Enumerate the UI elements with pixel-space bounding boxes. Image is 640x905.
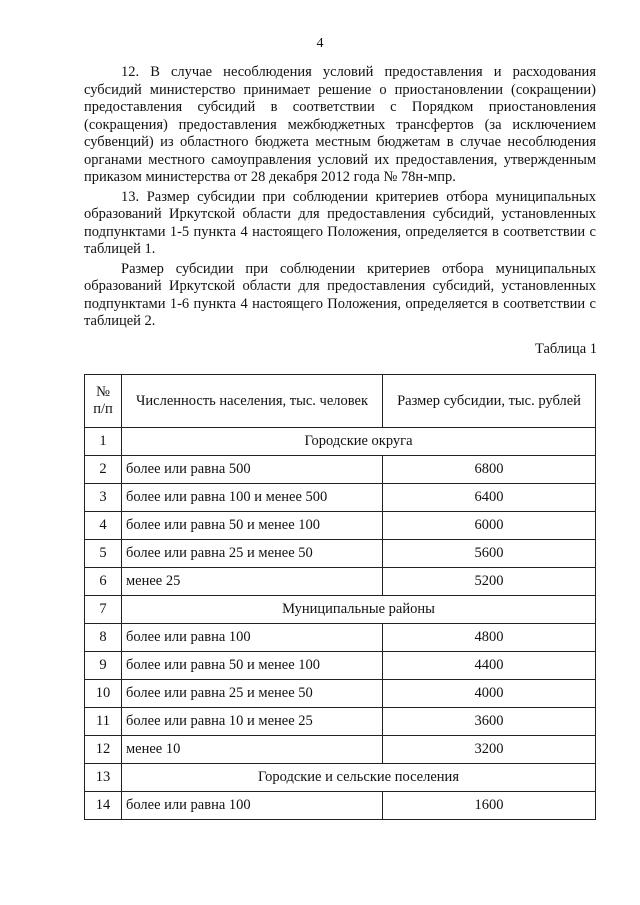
row-number: 11 [85, 708, 122, 736]
page-number: 4 [316, 36, 324, 51]
row-number: 3 [85, 484, 122, 512]
population-cell: более или равна 100 [122, 624, 383, 652]
row-number: 9 [85, 652, 122, 680]
table-row [85, 540, 596, 568]
table-header-row [85, 375, 596, 428]
group-title: Городские и сельские поселения [122, 764, 596, 792]
row-number: 4 [85, 512, 122, 540]
population-cell: более или равна 50 и менее 100 [122, 512, 383, 540]
population-cell: менее 10 [122, 736, 383, 764]
table-row [85, 624, 596, 652]
row-number: 13 [85, 764, 122, 792]
row-number: 14 [85, 792, 122, 820]
table-row [85, 484, 596, 512]
population-cell: более или равна 500 [122, 456, 383, 484]
subsidy-cell: 5200 [383, 568, 596, 596]
paragraph-subsidy-size: Размер субсидии при соблюдении критериев отбора муниципальных образований Иркутской области для предоставления субсидий, установленных подпунктами 1-6 пункта 4 настоящего Положения, определяется в соответствии с таблицей 2. [84, 260, 596, 329]
header-number: № п/п [85, 375, 122, 428]
population-cell: более или равна 50 и менее 100 [122, 652, 383, 680]
population-cell: более или равна 10 и менее 25 [122, 708, 383, 736]
table-row [85, 512, 596, 540]
table-group-row [85, 596, 596, 624]
table-group-row [85, 428, 596, 456]
subsidy-cell: 4800 [383, 624, 596, 652]
paragraph-12: 12. В случае несоблюдения условий предоставления и расходования субсидий министерство принимает решение о приостановлении (сокращении) предоставления субсидий в соответствии с Порядком приостановления (сокращения) предоставления межбюджетных трансфертов (за исключением субвенций) из областного бюджета местным бюджетам в случае несоблюдения органами местного самоуправления условий их предоставления, утвержденным приказом министерства от 28 декабря 2012 года № 78н-мпр. [84, 64, 596, 185]
row-number: 10 [85, 680, 122, 708]
table-caption: Таблица 1 [534, 341, 597, 357]
table-group-row [85, 764, 596, 792]
table-row [85, 456, 596, 484]
row-number: 5 [85, 540, 122, 568]
subsidy-cell: 1600 [383, 792, 596, 820]
subsidy-cell: 4400 [383, 652, 596, 680]
table-row [85, 568, 596, 596]
row-number: 12 [85, 736, 122, 764]
table-row [85, 792, 596, 820]
table-row [85, 652, 596, 680]
group-title: Муниципальные районы [122, 596, 596, 624]
table-body [85, 428, 596, 820]
subsidy-table [84, 374, 596, 820]
subsidy-cell: 4000 [383, 680, 596, 708]
table-row [85, 708, 596, 736]
subsidy-cell: 6000 [383, 512, 596, 540]
row-number: 7 [85, 596, 122, 624]
population-cell: более или равна 100 [122, 792, 383, 820]
population-cell: более или равна 100 и менее 500 [122, 484, 383, 512]
subsidy-cell: 3200 [383, 736, 596, 764]
subsidy-cell: 6400 [383, 484, 596, 512]
population-cell: более или равна 25 и менее 50 [122, 680, 383, 708]
paragraph-13: 13. Размер субсидии при соблюдении критериев отбора муниципальных образований Иркутской области для предоставления субсидий, установленных подпунктами 1-5 пункта 4 настоящего Положения, определяется в соответствии с таблицей 1. [84, 188, 596, 257]
row-number: 2 [85, 456, 122, 484]
table-row [85, 680, 596, 708]
subsidy-cell: 5600 [383, 540, 596, 568]
header-subsidy: Размер субсидии, тыс. рублей [383, 375, 596, 428]
group-title: Городские округа [122, 428, 596, 456]
row-number: 8 [85, 624, 122, 652]
population-cell: более или равна 25 и менее 50 [122, 540, 383, 568]
header-population: Численность населения, тыс. человек [122, 375, 383, 428]
document-body [84, 64, 596, 331]
row-number: 1 [85, 428, 122, 456]
table-row [85, 736, 596, 764]
subsidy-cell: 3600 [383, 708, 596, 736]
subsidy-cell: 6800 [383, 456, 596, 484]
population-cell: менее 25 [122, 568, 383, 596]
row-number: 6 [85, 568, 122, 596]
